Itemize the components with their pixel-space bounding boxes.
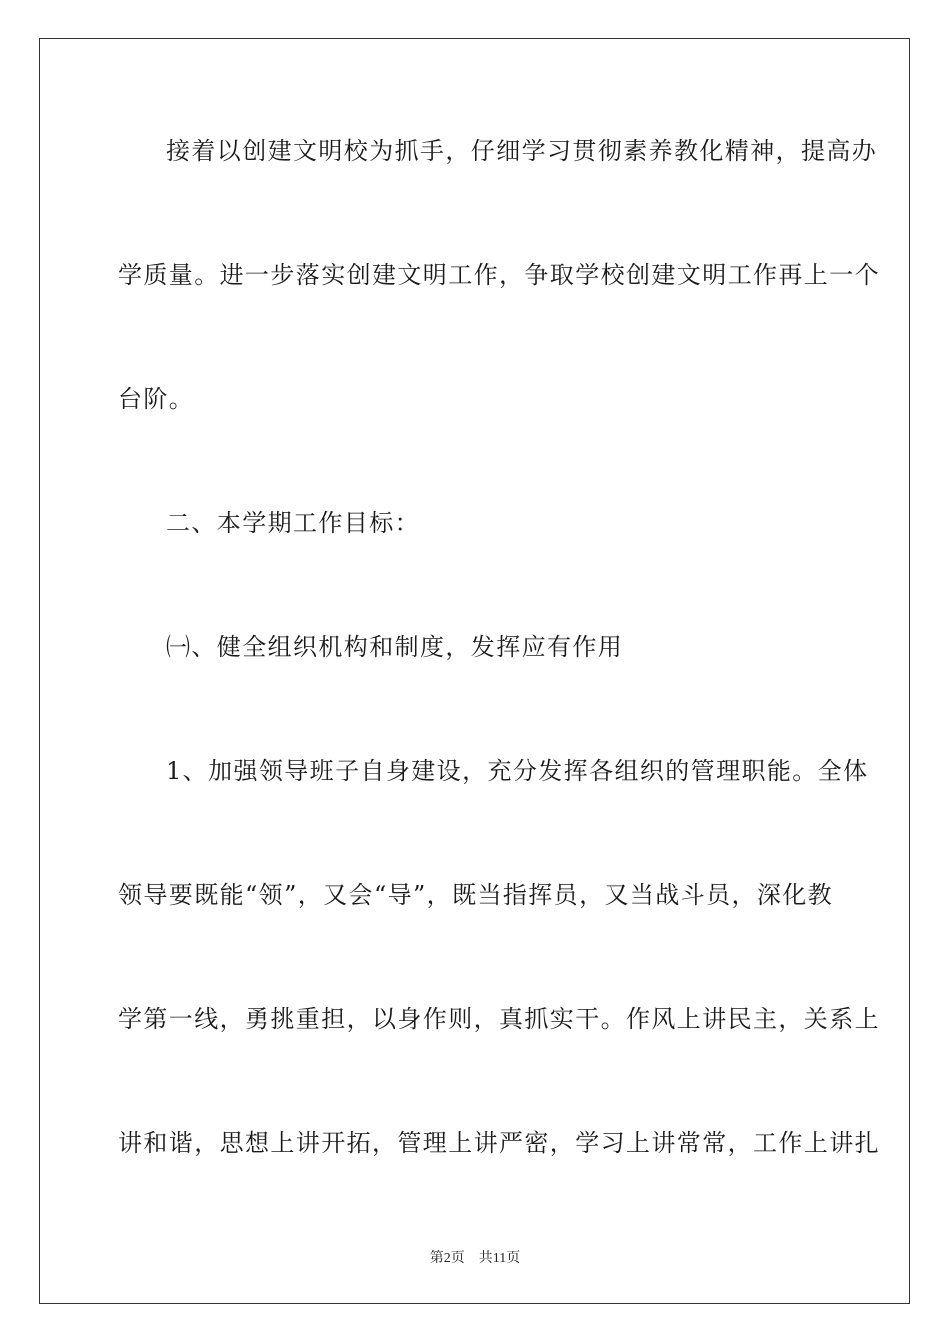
paragraph-line-7: 讲和谐，思想上讲开拓，管理上讲严密，学习上讲常常，工作上讲扎 (118, 1129, 880, 1157)
subsection-heading: ㈠、健全组织机构和制度，发挥应有作用 (166, 633, 624, 661)
paragraph-line-5: 领导要既能“领”，又会“导”，既当指挥员，又当战斗员，深化教 (118, 881, 834, 909)
paragraph-line-2: 学质量。进一步落实创建文明工作，争取学校创建文明工作再上一个 (118, 261, 880, 289)
paragraph-line-1: 接着以创建文明校为抓手，仔细学习贯彻素养教化精神，提高办 (166, 137, 878, 165)
paragraph-line-3: 台阶。 (118, 385, 195, 413)
paragraph-line-4: 1、加强领导班子自身建设，充分发挥各组织的管理职能。全体 (166, 757, 869, 785)
page-total: 共11页 (478, 1251, 521, 1266)
page-footer (0, 1247, 950, 1267)
paragraph-line-6: 学第一线，勇挑重担，以身作则，真抓实干。作风上讲民主，关系上 (118, 1005, 880, 1033)
section-heading: 二、本学期工作目标： (166, 509, 420, 537)
page-number: 第2页 (429, 1251, 465, 1266)
page-border (39, 38, 910, 1304)
